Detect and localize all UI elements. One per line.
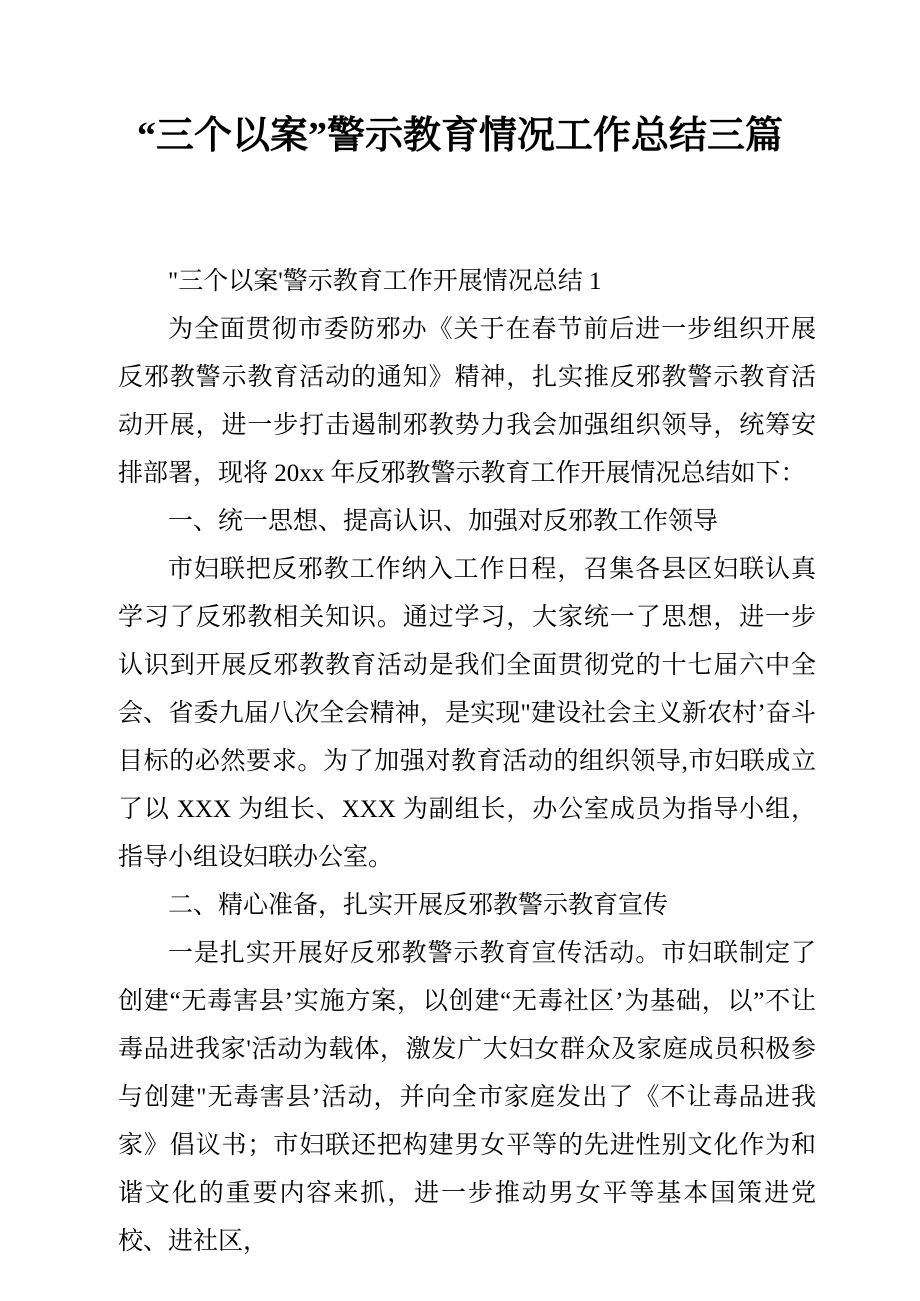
section-heading-2: 二、精心准备，扎实开展反邪教警示教育宣传 bbox=[168, 892, 669, 919]
paragraph-section-1: 市妇联把反邪教工作纳入工作日程，召集各县区妇联认真学习了反邪教相关知识。通过学习，大家统一了思想，进一步认识到开展反邪教教育活动是我们全面贯彻党的十七届六中全会、省委九届八次全会精神，是实现"建设社会主义新农村’奋斗目标的必然要求。为了加强对教育活动的组织领导,市妇联成立了以 XXX 为组长、XXX 为副组长，办公室成员为指导小组，指导小组设妇联办公室。 bbox=[118, 556, 816, 871]
paragraph-intro: 为全面贯彻市委防邪办《关于在春节前后进一步组织开展反邪教警示教育活动的通知》精神，扎实推反邪教警示教育活动开展，进一步打击遏制邪教势力我会加强组织领导，统筹安排部署，现将 20xx 年反邪教警示教育工作开展情况总结如下： bbox=[118, 316, 816, 487]
paragraph-section-2: 一是扎实开展好反邪教警示教育宣传活动。市妇联制定了创建“无毒害县’实施方案，以创建“无毒社区’为基础，以”不让毒品进我家'活动为载体，激发广大妇女群众及家庭成员积极参与创建"无毒害县’活动，并向全市家庭发出了《不让毒品进我家》倡议书；市妇联还把构建男女平等的先进性别文化作为和谐文化的重要内容来抓，进一步推动男女平等基本国策进党校、进社区， bbox=[118, 940, 816, 1255]
section-heading-1: 一、统一思想、提高认识、加强对反邪教工作领导 bbox=[168, 508, 719, 535]
document-body bbox=[118, 258, 816, 1266]
document-title: “三个以案”警示教育情况工作总结三篇 bbox=[136, 115, 783, 157]
section-subtitle: "三个以案'警示教育工作开展情况总结 1 bbox=[168, 268, 602, 295]
